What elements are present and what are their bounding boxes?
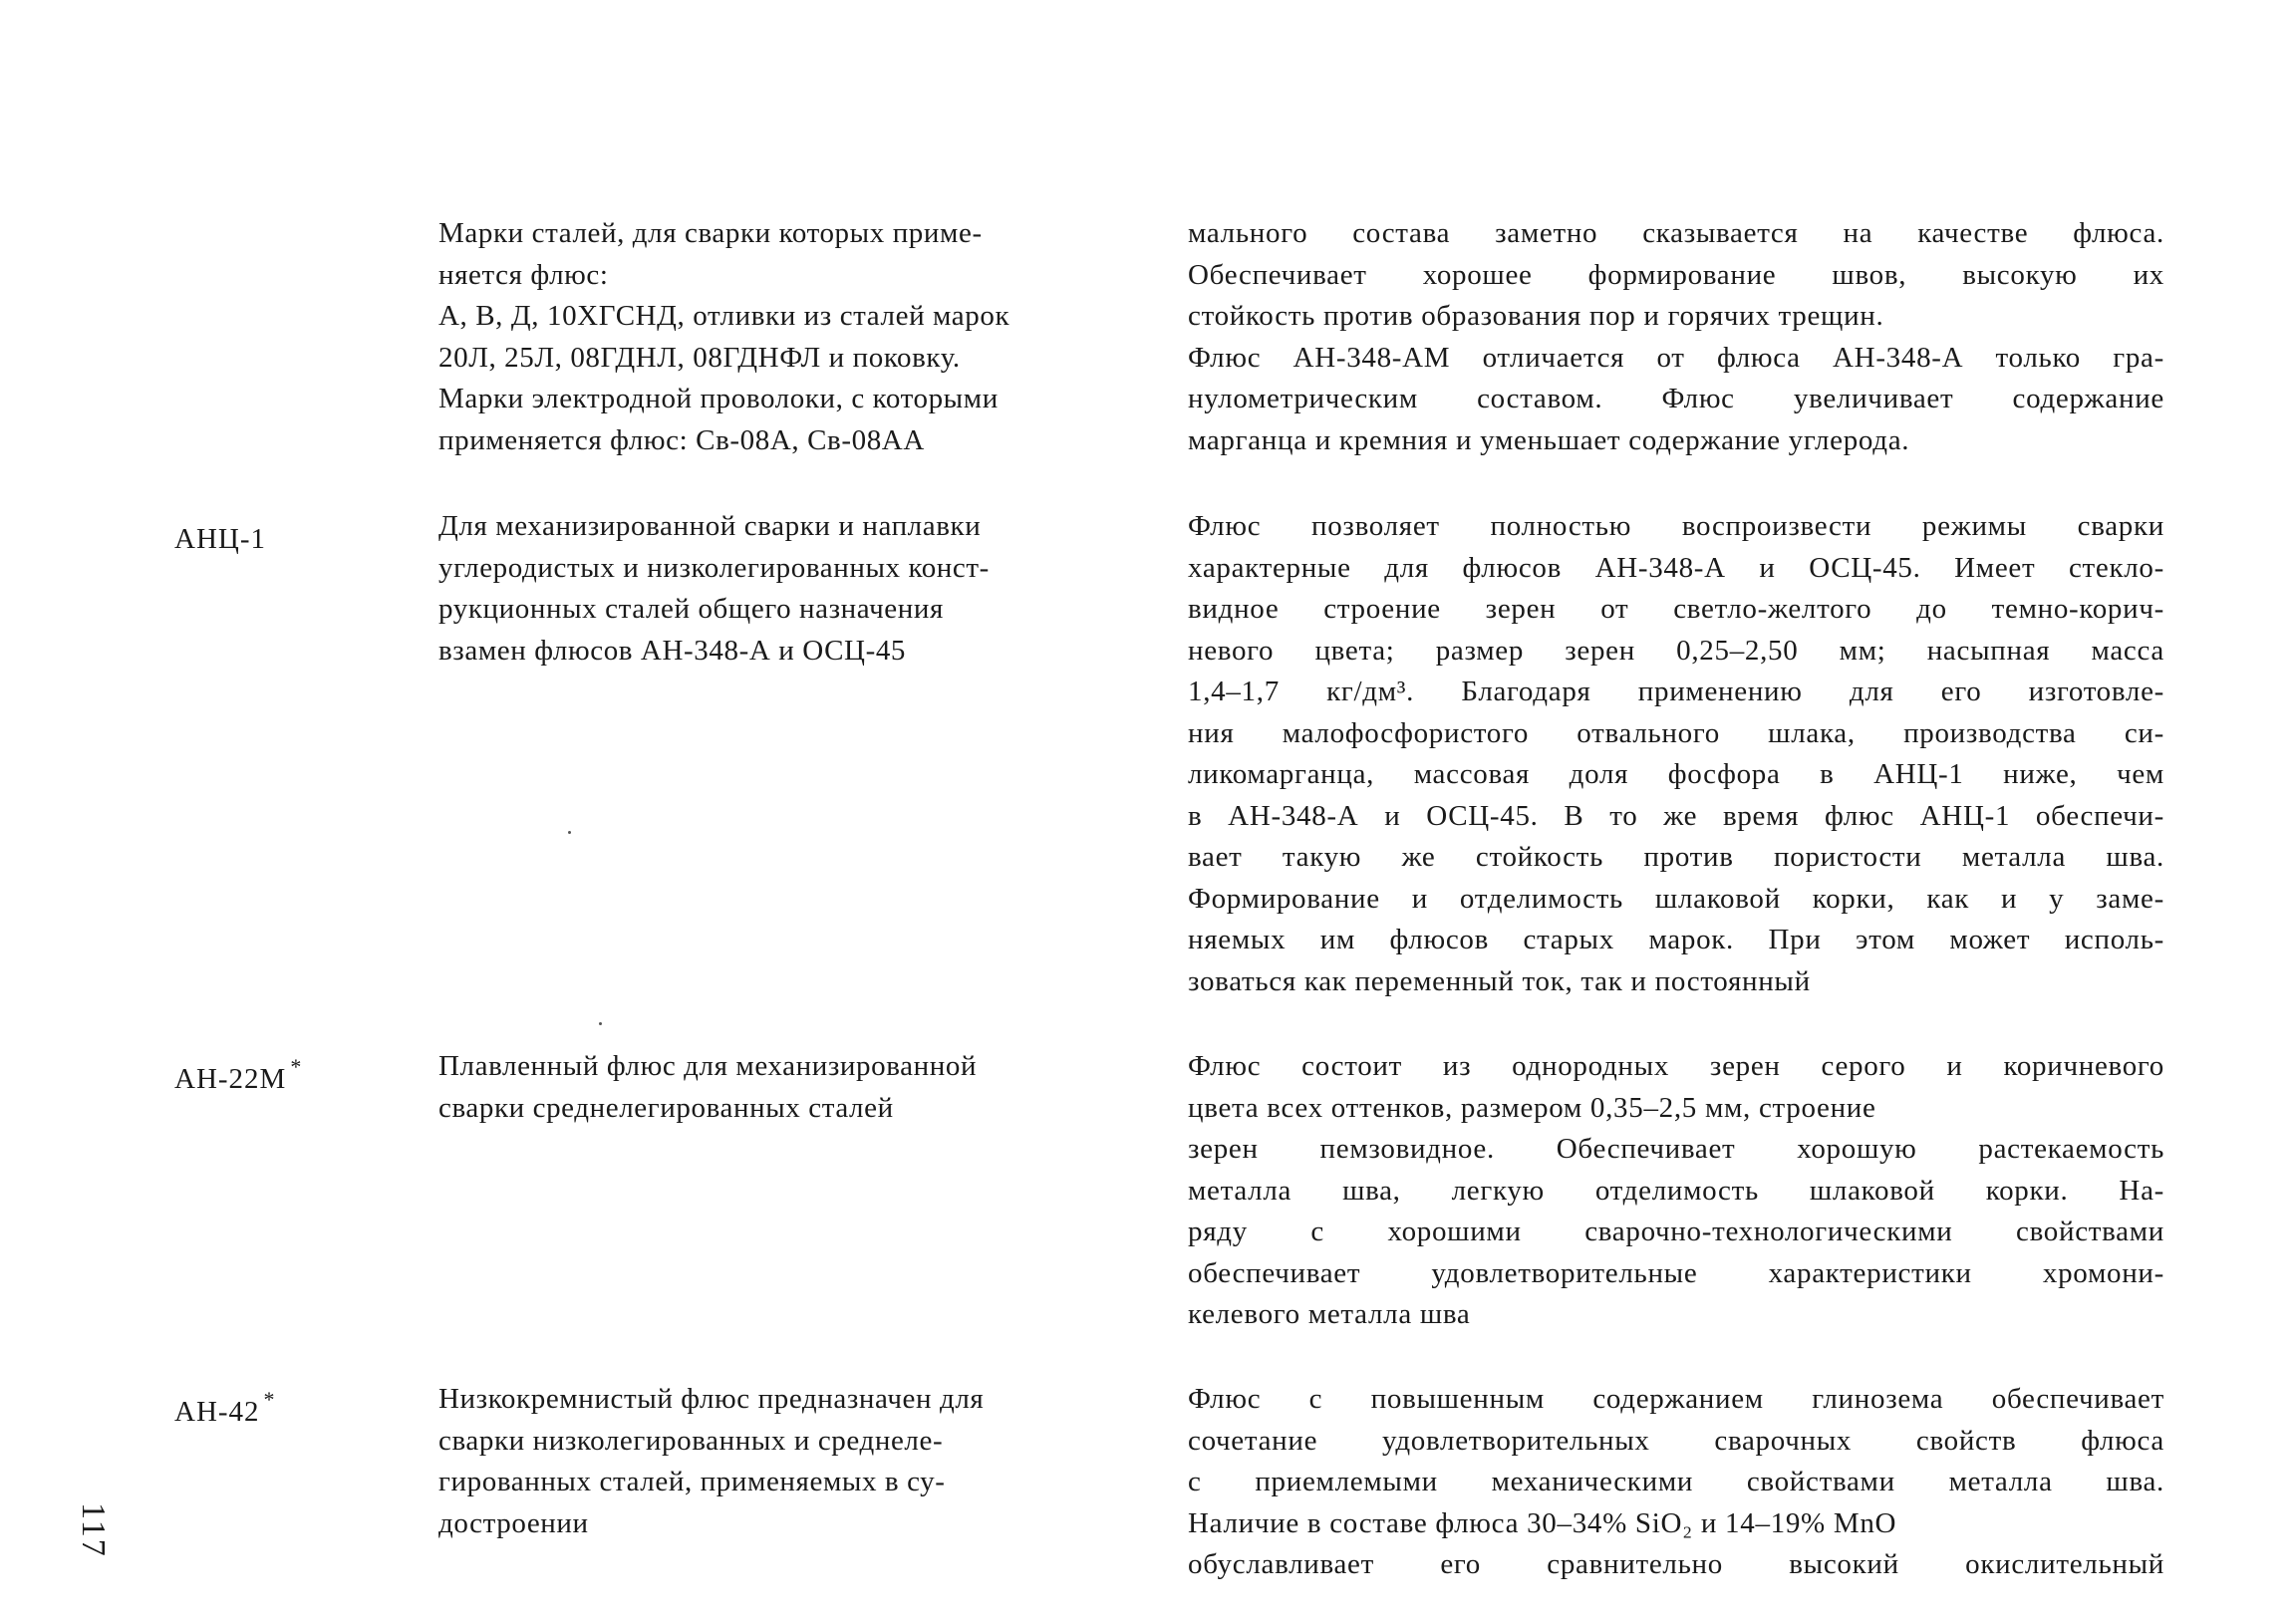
- text-line: характерные для флюсов АН-348-А и ОСЦ-45. Имеет стекло-: [1188, 551, 2164, 584]
- text-line: стойкость против образования пор и горячих трещин.: [1188, 300, 1884, 332]
- text-line: углеродистых и низколегированных конст-: [438, 551, 990, 584]
- text-line: Флюс позволяет полностью воспроизвести режимы сварки: [1188, 510, 2164, 542]
- text-line: применяется флюс: Св-08А, Св-08АА: [438, 423, 925, 456]
- text-line: невого цвета; размер зерен 0,25–2,50 мм; насыпная масса: [1188, 634, 2164, 667]
- text-line: с приемлемыми механическими свойствами металла шва.: [1188, 1466, 2164, 1497]
- footnote-star: *: [290, 1054, 303, 1079]
- text-line: ния малофосфористого отвального шлака, производства си-: [1188, 716, 2164, 749]
- text-line: келевого металла шва: [1188, 1298, 1471, 1330]
- text-line: металла шва, легкую отделимость шлаковой корки. На-: [1188, 1174, 2164, 1207]
- text-line: в АН-348-А и ОСЦ-45. В то же время флюс АНЦ-1 обеспечи-: [1188, 799, 2164, 832]
- scan-speck: [599, 1022, 602, 1025]
- scan-speck: [568, 831, 571, 834]
- text-line: обеспечивает удовлетворительные характеристики хромони-: [1188, 1256, 2164, 1289]
- flux-mark-label: АН-22М: [174, 1063, 287, 1095]
- flux-mark-label: АНЦ-1: [174, 523, 266, 555]
- purpose-anc-1: [438, 506, 1151, 672]
- text-line: марганца и кремния и уменьшает содержание углерода.: [1188, 423, 1910, 456]
- text-line: нулометрическим составом. Флюс увеличивает содержание: [1188, 383, 2164, 414]
- text-line: сварки низколегированных и среднеле-: [438, 1424, 944, 1457]
- text-line: сварки среднелегированных сталей: [438, 1091, 894, 1124]
- text-line: Марки электродной проволоки, с которыми: [438, 383, 999, 414]
- text-line: Флюс состоит из однородных зерен серого и коричневого: [1188, 1050, 2164, 1082]
- text-line: взамен флюсов АН-348-А и ОСЦ-45: [438, 634, 907, 667]
- text-line: Для механизированной сварки и наплавки: [438, 510, 982, 542]
- text-line: Обеспечивает хорошее формирование швов, высокую их: [1188, 258, 2164, 291]
- text-line: 20Л, 25Л, 08ГДНЛ, 08ГДНФЛ и поковку.: [438, 341, 961, 374]
- text-line: Наличие в составе флюса 30–34% SiO₂ и 14–19% MnO: [1188, 1506, 1897, 1539]
- purpose-an-42: [438, 1379, 1151, 1544]
- text-line: няемых им флюсов старых марок. При этом может исполь-: [1188, 924, 2164, 955]
- top-description-text: [1188, 213, 2164, 461]
- purpose-an-22m: [438, 1046, 1151, 1129]
- text-line: цвета всех оттенков, размером 0,35–2,5 мм, строение: [1188, 1091, 1876, 1124]
- text-line: Флюс с повышенным содержанием глинозема обеспечивает: [1188, 1383, 2164, 1415]
- text-line: А, В, Д, 10ХГСНД, отливки из сталей марок: [438, 300, 1010, 332]
- text-line: гированных сталей, применяемых в су-: [438, 1466, 946, 1497]
- text-line: сочетание удовлетворительных сварочных свойств флюса: [1188, 1424, 2164, 1457]
- top-purpose-text: [438, 213, 1151, 461]
- flux-mark-an-22m: [174, 1046, 404, 1100]
- text-line: зерен пемзовидное. Обеспечивает хорошую растекаемость: [1188, 1133, 2164, 1165]
- description-an-42: [1188, 1379, 2164, 1586]
- flux-mark-an-42: [174, 1379, 404, 1433]
- text-line: видное строение зерен от светло-желтого до темно-корич-: [1188, 593, 2164, 625]
- text-line: достроении: [438, 1506, 589, 1539]
- flux-mark-label: АН-42: [174, 1396, 260, 1428]
- text-line: ликомарганца, массовая доля фосфора в АНЦ-1 ниже, чем: [1188, 758, 2164, 790]
- text-line: ряду с хорошими сварочно-технологическими свойствами: [1188, 1216, 2164, 1247]
- page-number: 117: [75, 1502, 112, 1558]
- footnote-star: *: [263, 1387, 276, 1412]
- text-line: Формирование и отделимость шлаковой корки, как и у заме-: [1188, 882, 2164, 915]
- text-line: Флюс АН-348-АМ отличается от флюса АН-348-А только гра-: [1188, 341, 2164, 374]
- text-line: мального состава заметно сказывается на качестве флюса.: [1188, 217, 2164, 249]
- text-line: Плавленный флюс для механизированной: [438, 1050, 978, 1082]
- text-line: зоваться как переменный ток, так и постоянный: [1188, 964, 1811, 997]
- text-line: рукционных сталей общего назначения: [438, 593, 944, 625]
- text-line: вает такую же стойкость против пористости металла шва.: [1188, 841, 2164, 873]
- description-an-22m: [1188, 1046, 2164, 1336]
- text-line: Марки сталей, для сварки которых приме-: [438, 217, 983, 249]
- text-line: Низкокремнистый флюс предназначен для: [438, 1383, 985, 1415]
- description-anc-1: [1188, 506, 2164, 1002]
- flux-mark-anc-1: [174, 506, 404, 560]
- text-line: 1,4–1,7 кг/дм³. Благодаря применению для его изготовле-: [1188, 676, 2164, 707]
- text-line: обуславливает его сравнительно высокий окислительный: [1188, 1548, 2164, 1580]
- text-line: няется флюс:: [438, 258, 609, 291]
